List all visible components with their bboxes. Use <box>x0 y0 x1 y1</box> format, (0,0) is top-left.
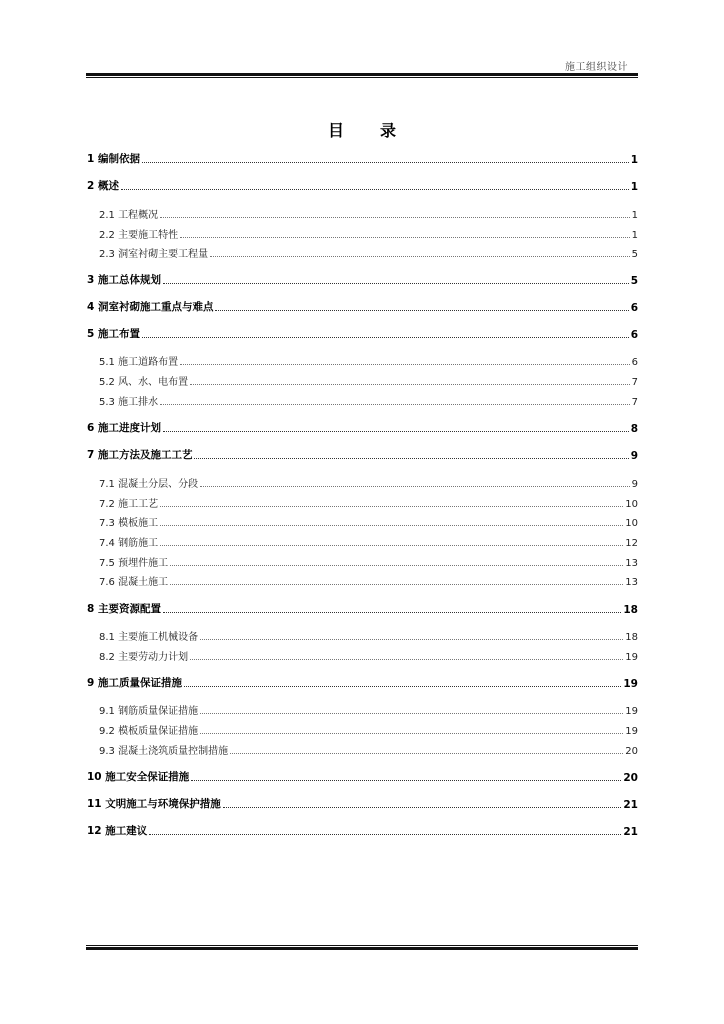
toc-entry-page: 5 <box>630 275 638 287</box>
toc-entry-label: 5 施工布置 <box>87 328 140 340</box>
toc-entry-label: 9.2 模板质量保证措施 <box>99 726 199 737</box>
toc-entry-label: 7.2 施工工艺 <box>99 499 159 510</box>
toc-entry-label: 5.3 施工排水 <box>99 397 159 408</box>
toc-entry[interactable] <box>87 513 638 529</box>
toc-dot-leader <box>180 364 630 365</box>
toc-entry-label: 5.1 施工道路布置 <box>99 357 179 368</box>
toc-dot-leader <box>200 486 630 487</box>
toc-entry-page: 5 <box>631 249 638 260</box>
toc-entry-label: 7.6 混凝土施工 <box>99 577 169 588</box>
toc-entry-page: 21 <box>623 799 638 811</box>
toc-entry-label: 2 概述 <box>87 180 119 192</box>
toc-entry[interactable] <box>87 627 638 643</box>
toc-entry-label: 2.3 洞室衬砌主要工程量 <box>99 249 209 260</box>
toc-entry[interactable] <box>87 647 638 663</box>
toc-entry-page: 9 <box>631 479 638 490</box>
toc-dot-leader <box>160 404 630 405</box>
toc-entry-page: 10 <box>625 518 638 529</box>
toc-dot-leader <box>149 834 621 835</box>
toc-entry-page: 6 <box>631 357 638 368</box>
toc-dot-leader <box>184 686 621 687</box>
toc-entry-label: 7 施工方法及施工工艺 <box>87 449 193 461</box>
toc-dot-leader <box>215 310 628 311</box>
toc-dot-leader <box>163 612 621 613</box>
toc-entry-page: 19 <box>625 652 638 663</box>
toc-entry-page: 8 <box>630 423 638 435</box>
toc-entry[interactable] <box>87 553 638 569</box>
toc-entry-page: 21 <box>623 826 638 838</box>
toc-dot-leader <box>142 337 629 338</box>
toc-entry-page: 1 <box>631 230 638 241</box>
toc-entry-label: 2.1 工程概况 <box>99 210 159 221</box>
toc-entry[interactable] <box>87 225 638 241</box>
toc-dot-leader <box>142 162 629 163</box>
toc-entry[interactable] <box>87 822 638 838</box>
running-header: 施工组织设计 <box>565 62 628 73</box>
toc-entry-label: 4 洞室衬砌施工重点与难点 <box>87 301 214 313</box>
toc-entry-page: 1 <box>630 154 638 166</box>
header-rule-thin <box>86 77 638 78</box>
footer-rule-thick <box>86 947 638 950</box>
toc-entry[interactable] <box>87 674 638 690</box>
toc-entry-label: 5.2 风、水、电布置 <box>99 377 189 388</box>
toc-entry[interactable] <box>87 741 638 757</box>
toc-entry-page: 10 <box>625 499 638 510</box>
toc-entry-label: 7.3 模板施工 <box>99 518 159 529</box>
toc-entry[interactable] <box>87 150 638 166</box>
toc-dot-leader <box>163 283 629 284</box>
toc-entry-page: 1 <box>631 210 638 221</box>
toc-dot-leader <box>223 807 622 808</box>
toc-entry[interactable] <box>87 325 638 341</box>
toc-entry-page: 13 <box>625 558 638 569</box>
toc-entry-label: 7.5 预埋件施工 <box>99 558 169 569</box>
toc-entry-label: 2.2 主要施工特性 <box>99 230 179 241</box>
toc-dot-leader <box>190 384 630 385</box>
toc-entry-label: 8.2 主要劳动力计划 <box>99 652 189 663</box>
toc-entry-page: 13 <box>625 577 638 588</box>
toc-entry-page: 19 <box>625 706 638 717</box>
toc-entry-page: 6 <box>630 302 638 314</box>
toc-dot-leader <box>180 237 630 238</box>
toc-dot-leader <box>160 545 623 546</box>
toc-entry-page: 6 <box>630 329 638 341</box>
toc-dot-leader <box>160 217 630 218</box>
toc-dot-leader <box>191 780 621 781</box>
toc-entry[interactable] <box>87 795 638 811</box>
toc-entry-page: 18 <box>625 632 638 643</box>
toc-entry[interactable] <box>87 446 638 462</box>
toc-dot-leader <box>194 458 628 459</box>
toc-dot-leader <box>200 639 623 640</box>
toc-dot-leader <box>170 584 623 585</box>
footer-rule-thin <box>86 945 638 946</box>
toc-entry-page: 9 <box>630 450 638 462</box>
toc-entry[interactable] <box>87 721 638 737</box>
toc-entry-label: 12 施工建议 <box>87 825 148 837</box>
toc-entry[interactable] <box>87 701 638 717</box>
toc-entry-page: 18 <box>623 604 638 616</box>
toc-dot-leader <box>160 525 623 526</box>
page-title: 目录 <box>327 121 432 140</box>
toc-dot-leader <box>160 506 623 507</box>
toc-entry-label: 10 施工安全保证措施 <box>87 771 190 783</box>
toc-dot-leader <box>230 753 623 754</box>
toc-dot-leader <box>200 713 623 714</box>
toc-entry[interactable] <box>87 768 638 784</box>
toc-entry[interactable] <box>87 177 638 193</box>
toc-entry[interactable] <box>87 419 638 435</box>
toc-dot-leader <box>121 189 629 190</box>
toc-entry[interactable] <box>87 494 638 510</box>
toc-entry-label: 7.4 钢筋施工 <box>99 538 159 549</box>
toc-entry-label: 9.1 钢筋质量保证措施 <box>99 706 199 717</box>
header-rule-thick <box>86 73 638 76</box>
toc-entry-label: 1 编制依据 <box>87 153 140 165</box>
toc-entry-label: 8.1 主要施工机械设备 <box>99 632 199 643</box>
toc-entry[interactable] <box>87 352 638 368</box>
toc-entry-label: 3 施工总体规划 <box>87 274 161 286</box>
toc-entry-page: 19 <box>623 678 638 690</box>
toc-entry[interactable] <box>87 298 638 314</box>
toc-entry[interactable] <box>87 244 638 260</box>
toc-entry[interactable] <box>87 474 638 490</box>
toc-dot-leader <box>163 431 629 432</box>
toc-entry-page: 12 <box>625 538 638 549</box>
toc-entry-label: 8 主要资源配置 <box>87 603 161 615</box>
toc-entry-page: 20 <box>625 746 638 757</box>
toc-entry-page: 7 <box>631 377 638 388</box>
toc-entry-page: 19 <box>625 726 638 737</box>
toc-entry-page: 1 <box>630 181 638 193</box>
toc-entry-label: 9.3 混凝土浇筑质量控制措施 <box>99 746 229 757</box>
toc-entry[interactable] <box>87 392 638 408</box>
toc-entry-label: 7.1 混凝土分层、分段 <box>99 479 199 490</box>
toc-entry[interactable] <box>87 271 638 287</box>
toc-entry[interactable] <box>87 372 638 388</box>
toc-dot-leader <box>200 733 623 734</box>
toc-dot-leader <box>190 659 623 660</box>
toc-entry[interactable] <box>87 600 638 616</box>
toc-entry[interactable] <box>87 572 638 588</box>
toc-entry-page: 7 <box>631 397 638 408</box>
toc-dot-leader <box>170 565 623 566</box>
toc-entry[interactable] <box>87 533 638 549</box>
toc-entry-label: 9 施工质量保证措施 <box>87 677 182 689</box>
toc-entry-label: 6 施工进度计划 <box>87 422 161 434</box>
toc-entry-page: 20 <box>623 772 638 784</box>
toc-entry[interactable] <box>87 205 638 221</box>
toc-entry-label: 11 文明施工与环境保护措施 <box>87 798 221 810</box>
toc-dot-leader <box>210 256 630 257</box>
